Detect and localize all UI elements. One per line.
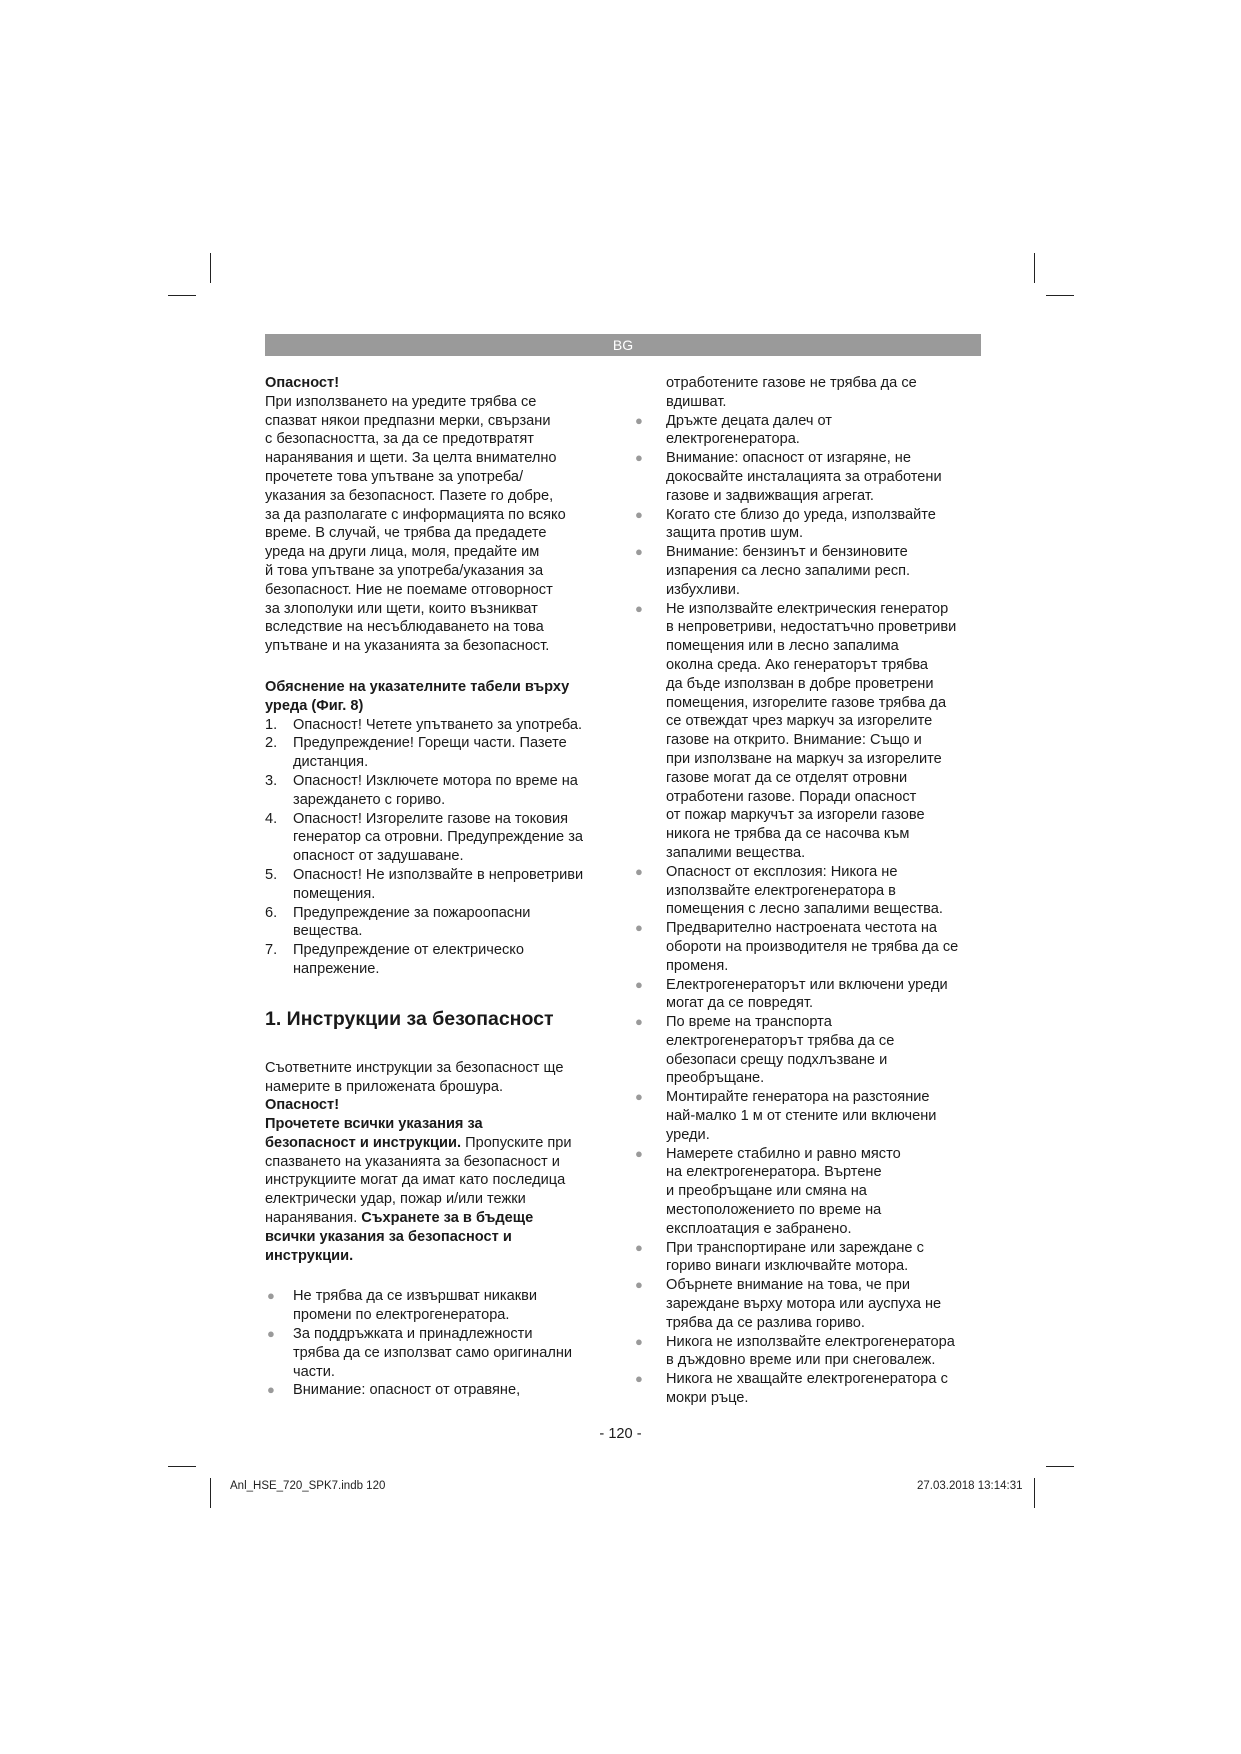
warning-sign-item: 4. Опасност! Изгорелите газове на токовия генератор са отровни. Предупреждение за опасност от задушаване. <box>265 810 584 865</box>
crop-mark <box>210 253 211 283</box>
bullet-item: ● Никога не използвайте електрогенератора в дъждовно време или при снеговалеж. <box>635 1333 955 1369</box>
language-code: BG <box>612 337 634 353</box>
bullet-item: ● Предварително настроената честота на обороти на производителя не трябва да се променя. <box>635 920 959 974</box>
bullet-icon: ● <box>267 1288 275 1304</box>
bullet-icon: ● <box>635 1239 643 1255</box>
bullet-icon: ● <box>635 976 643 992</box>
bullet-item: ● Обърнете внимание на това, че при зареждане върху мотора или ауспуха не трябва да се разлива гориво. <box>635 1277 942 1331</box>
right-bullet-list <box>633 412 988 1408</box>
page-number: - 120 - <box>599 1426 642 1442</box>
bullet-item: ● За поддръжката и принадлежности трябва да се използват само оригинални части. <box>267 1326 573 1380</box>
read-instructions-paragraph: Прочетете всички указания за безопасност и инструкции. Пропуските при спазването на указанията за безопасност и инструкциите могат да имат като последица електрически удар, пожар и/или тежки наранявания. Съхранете за в бъдеще всички указания за безопасност и инструкции. <box>265 1116 572 1264</box>
bullet-item: ● При транспортиране или зареждане с гориво винаги изключвайте мотора. <box>635 1239 924 1275</box>
crop-mark <box>1046 1466 1074 1467</box>
bullet-icon: ● <box>635 1089 643 1105</box>
bullet-item: ● Когато сте близо до уреда, използвайте защита против шум. <box>635 506 936 542</box>
bullet-icon: ● <box>635 1333 643 1349</box>
crop-mark <box>1034 253 1035 283</box>
footer-timestamp: 27.03.2018 13:14:31 <box>917 1480 1023 1492</box>
bullet-item: ● Дръжте децата далеч от електрогенератора. <box>635 412 832 448</box>
right-column <box>633 374 988 1408</box>
warning-signs-list <box>265 716 613 979</box>
bullet-icon: ● <box>635 1277 643 1293</box>
crop-mark <box>1034 1478 1035 1508</box>
bullet-item: ● Не трябва да се извършват никакви промени по електрогенератора. <box>267 1288 538 1324</box>
intro-paragraph: При използването на уредите трябва се спазват някои предпазни мерки, свързани с безопасността, за да се предотвратят наранявания и щети. За целта внимателно прочетете това упътване за употреба/ указания за безопасност. Пазете го добре, за да разполагате с информацията по всяко време. В случай, че трябва да предадете уреда на други лица, моля, предайте им й това упътване за употреба/указания за безопасност. Ние не поемаме отговорност за злополуки или щети, които възникват вследствие на несъблюдаването на това упътване и на указанията за безопасност. <box>265 393 566 655</box>
bullet-icon: ● <box>635 450 643 466</box>
bullet-item: ● По време на транспорта електрогенераторът трябва да се обезопаси срещу подхлъзване и преобръщане. <box>635 1014 895 1087</box>
warning-sign-item: 6. Предупреждение за пожароопасни вещества. <box>265 904 531 940</box>
danger-title-2: Опасност! <box>265 1097 340 1114</box>
bullet-icon: ● <box>635 600 643 616</box>
brochure-paragraph: Съответните инструкции за безопасност ще намерите в приложената брошура. <box>265 1059 564 1095</box>
left-column <box>265 374 613 1400</box>
warning-sign-item: 3. Опасност! Изключете мотора по време на зареждането с гориво. <box>265 772 578 808</box>
language-header-bar <box>265 334 981 356</box>
danger-title: Опасност! <box>265 375 340 391</box>
section-heading: 1. Инструкции за безопасност <box>265 1007 554 1030</box>
crop-mark <box>210 1478 211 1508</box>
bullet-item: ● Електрогенераторът или включени уреди могат да се повредят. <box>635 976 948 1012</box>
left-bullet-list <box>265 1287 613 1400</box>
bullet-item: ● Монтирайте генератора на разстояние най-малко 1 м от стените или включени уреди. <box>635 1089 937 1143</box>
bullet-icon: ● <box>267 1382 275 1398</box>
crop-mark <box>168 1466 196 1467</box>
bullet-icon: ● <box>635 920 643 936</box>
bullet-item: ● Никога не хващайте електрогенератора с мокри ръце. <box>635 1371 948 1407</box>
crop-mark <box>1046 295 1074 296</box>
bullet-icon: ● <box>635 1014 643 1030</box>
warning-sign-item: 1. Опасност! Четете упътването за употреба. <box>265 716 583 733</box>
warning-sign-item: 5. Опасност! Не използвайте в непроветриви помещения. <box>265 866 584 902</box>
bullet-icon: ● <box>635 1371 643 1387</box>
bullet-icon: ● <box>635 506 643 522</box>
bullet-item: ● Опасност от експлозия: Никога не използвайте електрогенератора в помещения с лесно запалими вещества. <box>635 863 943 918</box>
bullet-icon: ● <box>635 1145 643 1161</box>
bullet-item: ● Внимание: опасност от отравяне, <box>267 1382 521 1399</box>
bullet-item: ● Намерете стабилно и равно място на електрогенератора. Въртене и преобръщане или смяна на местоположението по време на експлоатация е забранено. <box>635 1145 901 1237</box>
bullet-icon: ● <box>635 863 643 879</box>
signs-title: Обяснение на указателните табели върху уреда (Фиг. 8) <box>265 678 570 714</box>
bullet-icon: ● <box>635 544 643 560</box>
crop-mark <box>168 295 196 296</box>
continued-text: отработените газове не трябва да се вдишват. <box>666 375 917 410</box>
warning-sign-item: 7. Предупреждение от електрическо напрежение. <box>265 942 524 977</box>
bullet-item: ● Внимание: опасност от изгаряне, не докосвайте инсталацията за отработени газове и задвижващия агрегат. <box>635 450 942 504</box>
bullet-item: ● Внимание: бензинът и бензиновите изпарения са лесно запалими респ. избухливи. <box>635 544 911 598</box>
footer-filename: Anl_HSE_720_SPK7.indb 120 <box>230 1480 386 1492</box>
bullet-item: ● Не използвайте електрическия генератор в непроветриви, недостатъчно проветриви помещения или в лесно запалима околна среда. Ако генераторът трябва да бъде използван в добре проветрени помещения, изгорелите газове трябва да се отвеждат чрез маркуч за изгорелите газове на открито. Внимание: Също и при използване на маркуч за изгорелите газове могат да се отделят отровни отработени газове. Поради опасност от пожар маркучът за изгорели газове никога не трябва да се насочва към запалими вещества. <box>635 600 957 861</box>
bullet-icon: ● <box>635 412 643 428</box>
bullet-icon: ● <box>267 1326 275 1342</box>
warning-sign-item: 2. Предупреждение! Горещи части. Пазете дистанция. <box>265 735 567 771</box>
